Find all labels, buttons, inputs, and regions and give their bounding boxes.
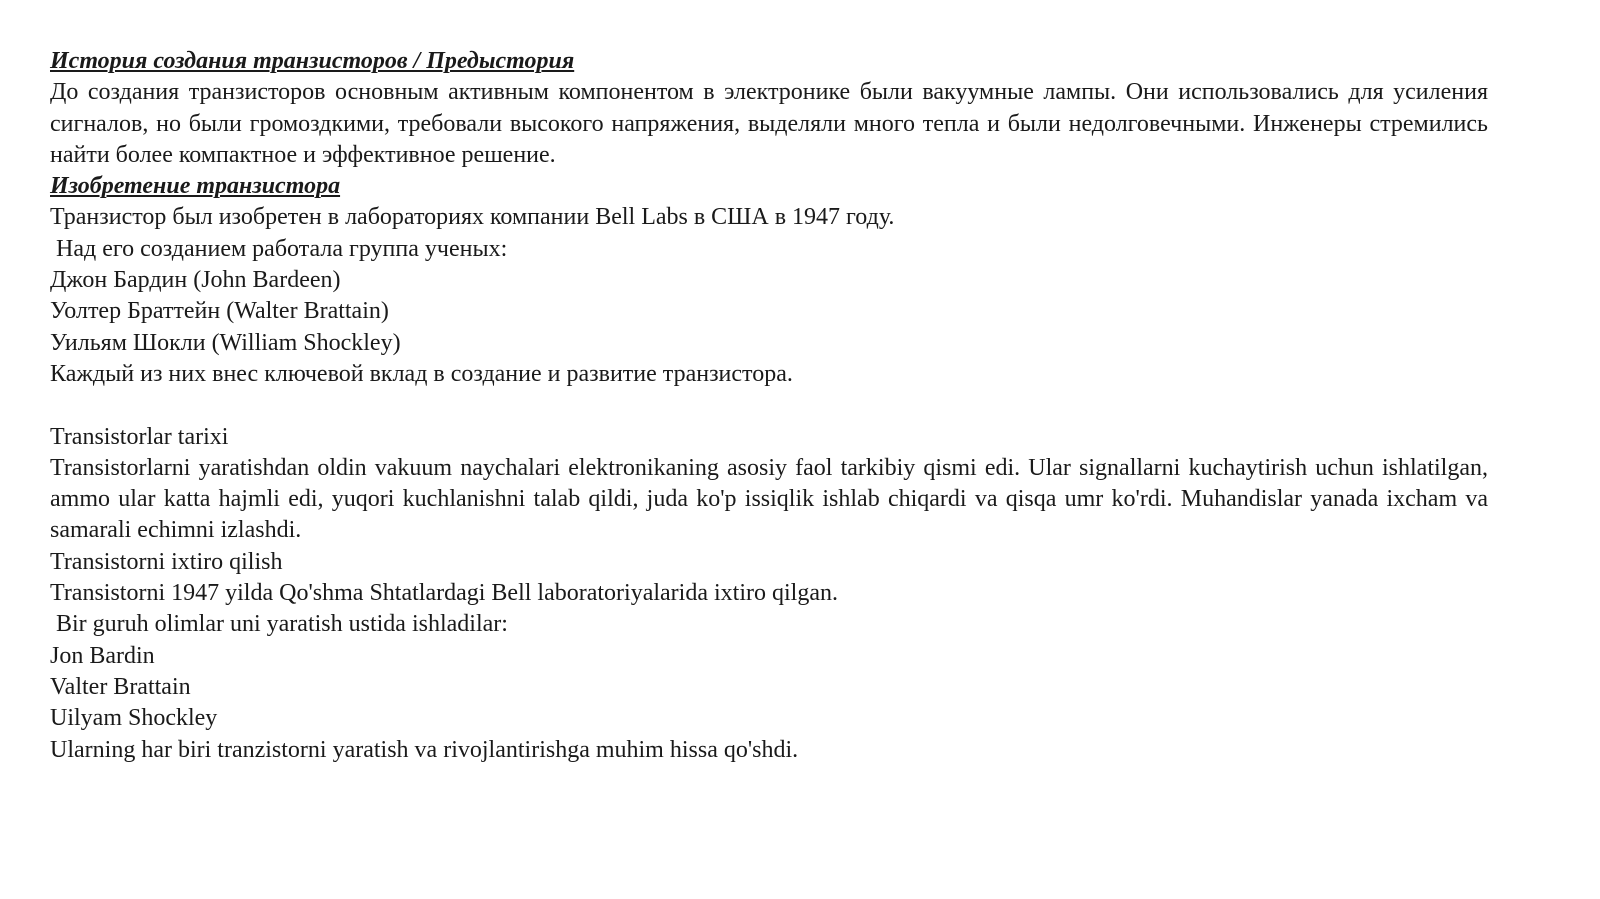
section-heading-invention-uz: Transistorni ixtiro qilish xyxy=(50,548,283,575)
document-body xyxy=(50,46,1488,766)
group-text-uz: Bir guruh olimlar uni yaratish ustida ishladilar: xyxy=(50,611,508,638)
contribution-text-uz: Ularning har biri tranzistorni yaratish va rivojlantirishga muhim hissa qo'shdi. xyxy=(50,736,799,763)
scientist-item-uz: Valter Brattain xyxy=(50,673,191,700)
paragraph-background: До создания транзисторов основным активным компонентом в электронике были вакуумные лампы. Они использовались для усиления сигналов, но были громоздкими, требовали высокого напряжения, выделяли много тепла и были недолговечными. Инженеры стремились найти более компактное и эффективное решение. xyxy=(50,79,1488,168)
scientist-item: Уолтер Браттейн (Walter Brattain) xyxy=(50,298,389,325)
contribution-text: Каждый из них внес ключевой вклад в создание и развитие транзистора. xyxy=(50,360,793,387)
invention-text-uz: Transistorni 1947 yilda Qo'shma Shtatlardagi Bell laboratoriyalarida ixtiro qilgan. xyxy=(50,580,838,607)
group-text: Над его созданием работала группа ученых: xyxy=(50,235,508,262)
scientist-item-uz: Uilyam Shockley xyxy=(50,705,218,732)
paragraph-history-uz: Transistorlarni yaratishdan oldin vakuum naychalari elektronikaning asosiy faol tarkibiy qismi edi. Ular signallarni kuchaytirish uchun ishlatilgan, ammo ular katta hajmli edi, yuqori kuchlanishni talab qildi, juda ko'p issiqlik ishlab chiqardi va qisqa umr ko'rdi. Muhandislar yanada ixcham va samarali echimni izlashdi. xyxy=(50,454,1488,544)
section-heading-invention: Изобретение транзистора xyxy=(50,173,341,200)
scientist-item: Джон Бардин (John Bardeen) xyxy=(50,267,341,294)
section-heading-history-uz: Transistorlar tarixi xyxy=(50,423,229,450)
scientist-item: Уильям Шокли (William Shockley) xyxy=(50,329,401,356)
spacer xyxy=(50,390,1488,421)
scientist-item-uz: Jon Bardin xyxy=(50,642,155,669)
section-heading-background: История создания транзисторов / Предыстория xyxy=(50,48,575,74)
invention-text: Транзистор был изобретен в лабораториях компании Bell Labs в США в 1947 году. xyxy=(50,204,895,231)
